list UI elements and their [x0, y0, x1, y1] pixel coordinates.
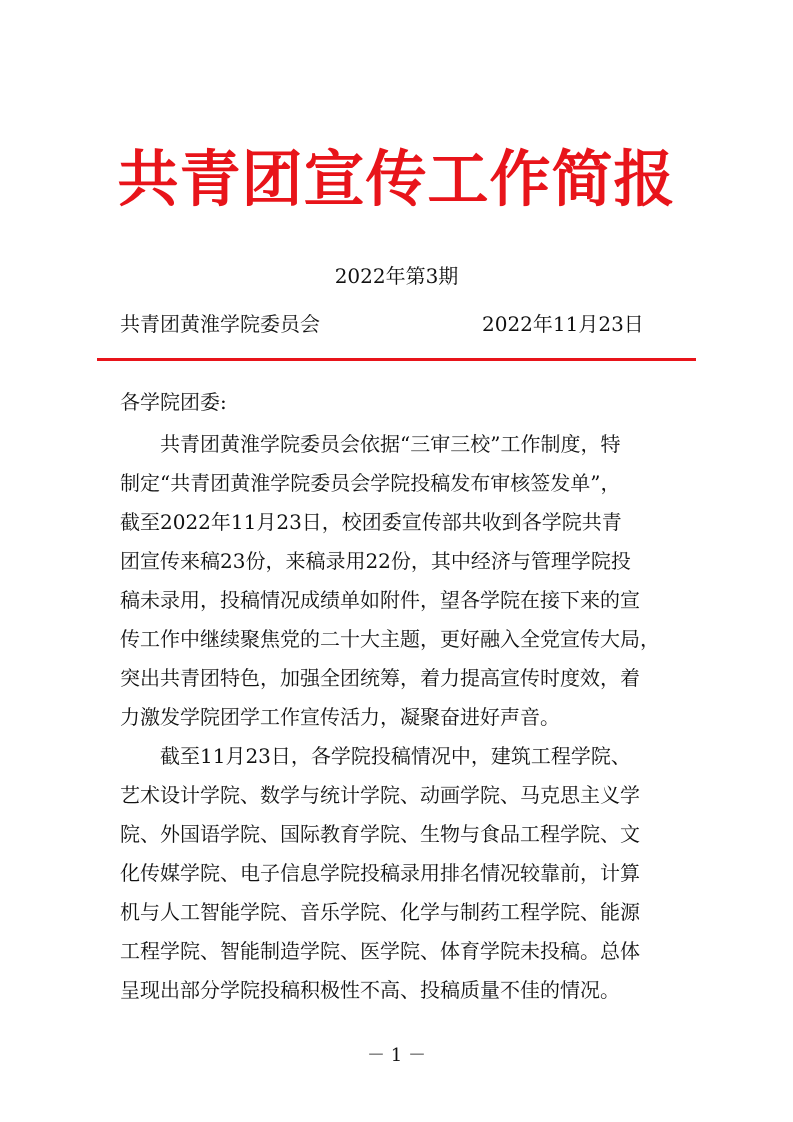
paragraph-line: 突出共青团特色，加强全团统筹，着力提高宣传时度效，着: [120, 666, 640, 690]
paragraph-line: 化传媒学院、电子信息学院投稿录用排名情况较靠前，计算: [120, 861, 640, 885]
paragraph-line: 呈现出部分学院投稿积极性不高、投稿质量不佳的情况。: [120, 978, 620, 1002]
body-paragraph-2: [120, 737, 695, 1010]
issue-date: 2022年11月23日: [482, 312, 644, 336]
paragraph-line: 院、外国语学院、国际教育学院、生物与食品工程学院、文: [120, 822, 640, 846]
paragraph-line: 机与人工智能学院、音乐学院、化学与制药工程学院、能源: [120, 900, 640, 924]
page-number: － 1 －: [367, 1045, 426, 1066]
paragraph-line: 工程学院、智能制造学院、医学院、体育学院未投稿。总体: [120, 939, 640, 963]
paragraph-line: 截至11月23日，各学院投稿情况中，建筑工程学院、: [120, 744, 631, 768]
paragraph-line: 团宣传来稿23份，来稿录用22份，其中经济与管理学院投: [120, 549, 631, 573]
paragraph-line: 制定“共青团黄淮学院委员会学院投稿发布审核签发单”，: [120, 471, 621, 495]
issue-number: 2022年第3期: [334, 264, 459, 288]
red-divider-rule: [97, 358, 696, 361]
body-paragraph-1: [120, 425, 695, 737]
masthead-title: 共青团宣传工作简报: [117, 144, 676, 215]
issuing-organization: 共青团黄淮学院委员会: [120, 312, 320, 336]
salutation: 各学院团委:: [120, 390, 227, 414]
paragraph-line: 稿未录用，投稿情况成绩单如附件，望各学院在接下来的宣: [120, 588, 640, 612]
paragraph-line: 力激发学院团学工作宣传活力，凝聚奋进好声音。: [120, 705, 560, 729]
paragraph-line: 传工作中继续聚焦党的二十大主题，更好融入全党宣传大局，: [120, 627, 660, 651]
paragraph-line: 艺术设计学院、数学与统计学院、动画学院、马克思主义学: [120, 783, 640, 807]
paragraph-line: 截至2022年11月23日，校团委宣传部共收到各学院共青: [120, 510, 622, 534]
paragraph-line: 共青团黄淮学院委员会依据“三审三校”工作制度，特: [120, 432, 621, 456]
